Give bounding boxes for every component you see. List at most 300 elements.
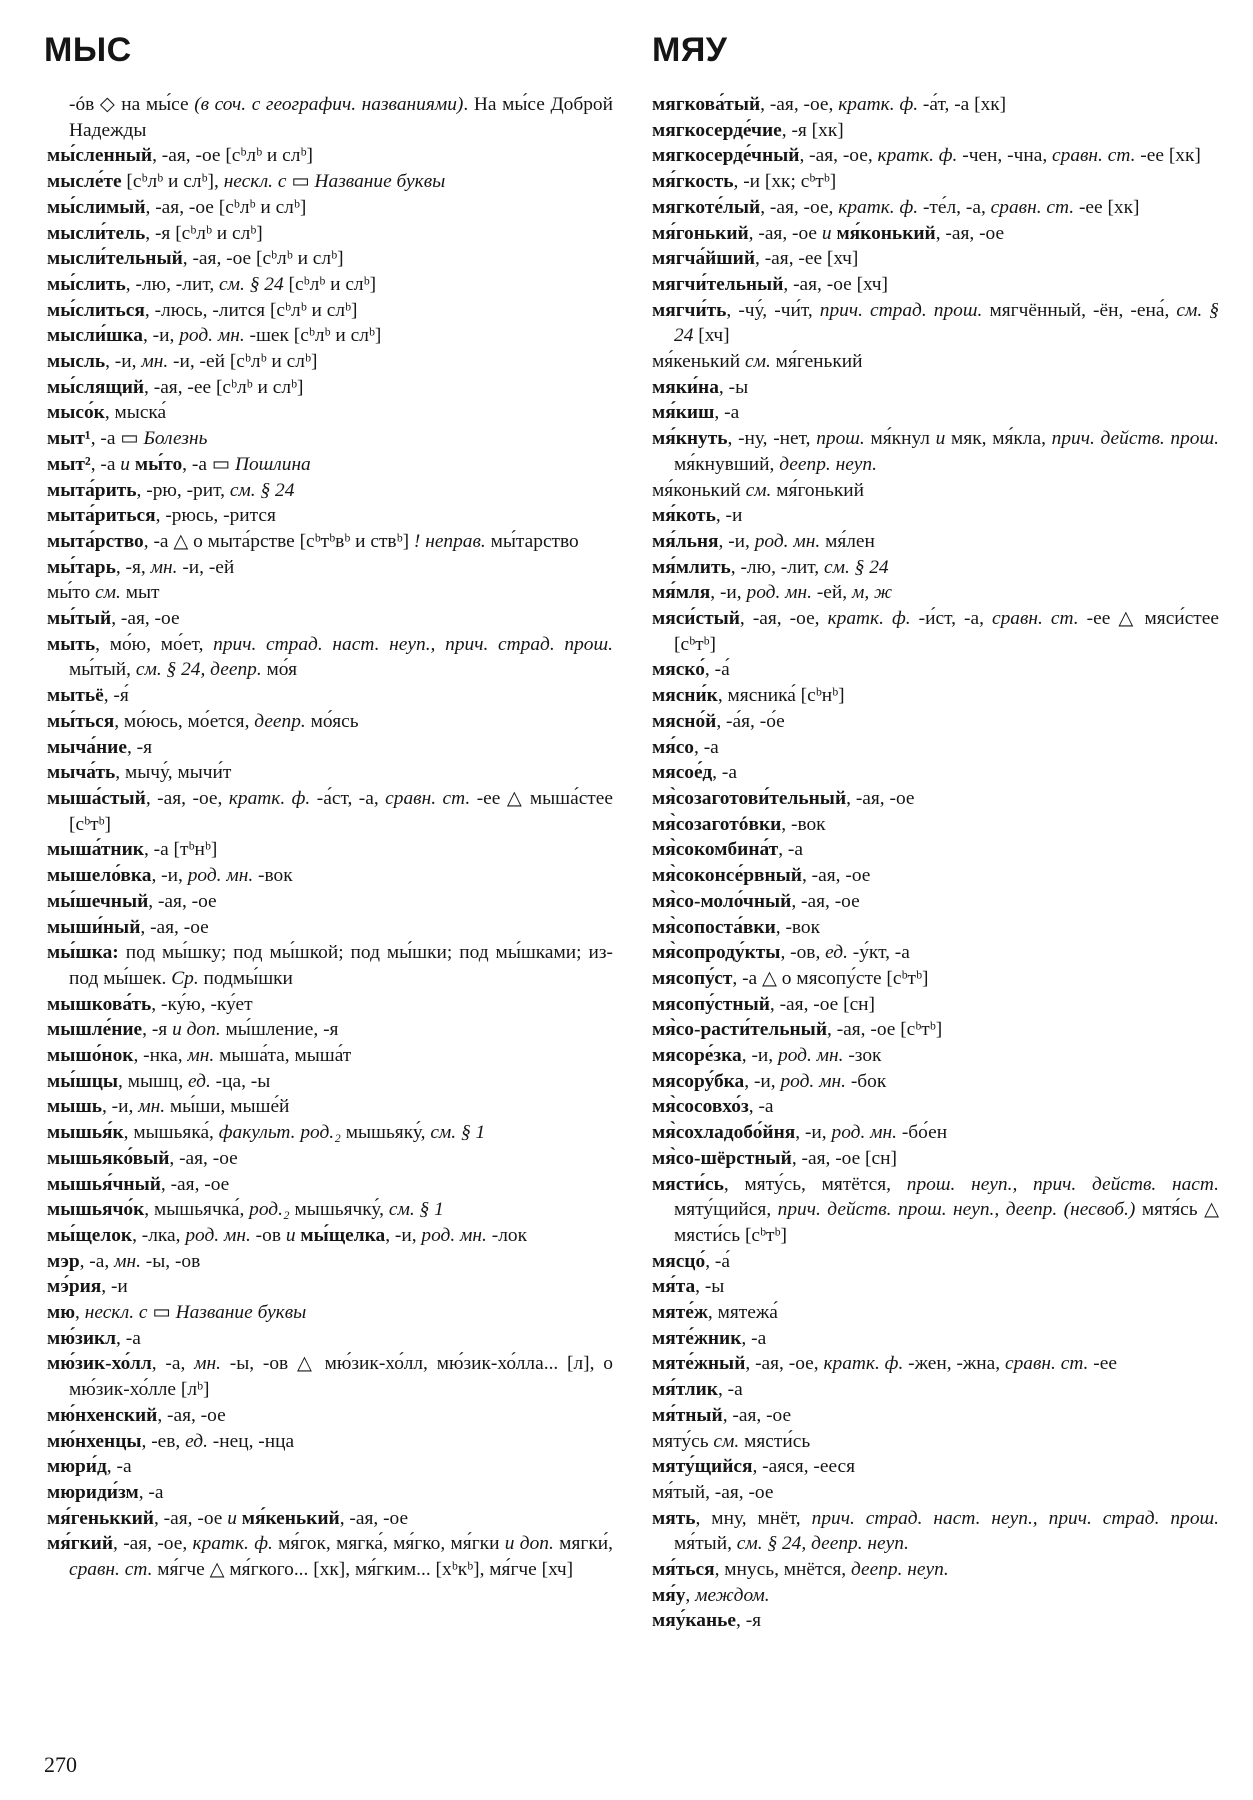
entry-text: , мну, мнёт, [695,1507,812,1529]
entry-headword: мя́гкий [47,1533,114,1555]
page-number: 270 [44,1752,77,1777]
entry-text: мыт [120,582,160,604]
entry-text: , -ая, -ое [748,222,822,244]
entry-headword: мытьё [47,685,104,707]
entry-text: , -а [90,453,121,475]
entry-text: , -ая, -ое, [113,1533,193,1555]
dictionary-entry [652,555,1219,581]
entry-headword: мя̀сохладобо́йня [652,1122,796,1144]
dictionary-entry [652,915,1219,941]
dictionary-entry [47,683,613,709]
dictionary-entry [47,143,613,169]
entry-text: [сᵇлᵇ и слᵇ] [283,273,377,295]
entry-text: , -а ▭ [90,428,144,450]
dictionary-entry [652,683,1219,709]
entry-label: см. [744,351,771,373]
entry-text: -ы, -ов △ мю́зик-хо́лл, мю́зик-хо́лла... [л], о мю́зик-хо́лле [лᵇ] [69,1353,613,1401]
entry-headword: мыта́риться [47,505,156,527]
dictionary-entry [47,195,613,221]
entry-headword: мысли́тельный [47,248,183,270]
entry-text: , -ну, -нет, [727,428,817,450]
entry-headword: мягкосерде́чный [652,145,800,167]
entry-text: мо́ясь [305,710,359,732]
entry-text: -нец, -нца [207,1430,295,1452]
entry-text: , -а △ о мясопу́сте [сᵇтᵇ] [732,967,929,989]
entry-text: , -ая, -ое [сᵇлᵇ и слᵇ] [145,196,307,218]
entry-text: , -ая, -ое, [145,787,229,809]
dictionary-entry [652,1017,1219,1043]
entry-headword: мя́гкость [652,171,734,193]
entry-headword: мяте́жный [652,1353,746,1375]
entry-text: -а́т, -а [хк] [918,94,1007,115]
entry-text: , -и, [741,1045,778,1067]
dictionary-entry [652,1120,1219,1146]
entry-text: , [75,1302,85,1324]
dictionary-entry [652,1172,1219,1249]
entry-headword: мяси́стый [652,608,740,630]
entry-text: -зок [843,1045,882,1067]
entry-text: мя́кнувший, [674,453,780,475]
left-column [47,92,613,1583]
entry-headword: мя́та [652,1276,696,1298]
entry-text: мя́гонький [771,479,865,501]
entry-text: ᵇл [240,145,257,167]
entry-label: ед. [825,942,848,964]
entry-text: , -а [116,1327,141,1349]
entry-headword: мышле́ние [47,1019,143,1041]
entry-headword: мя̀созаготóвки [652,813,782,835]
entry-headword: мысль [47,351,106,373]
dictionary-entry [47,246,613,272]
dictionary-entry [47,1300,613,1326]
entry-text: подмы́шки [198,967,293,989]
entry-text: -лок [486,1224,528,1246]
entry-label: род. мн. [778,1045,844,1067]
entry-headword: мыта́рство [47,530,144,552]
entry-text: [сᵇлᵇ и слᵇ], [121,171,224,193]
dictionary-entry [652,786,1219,812]
entry-headword: мяте́ж [652,1302,708,1324]
entry-label: и [227,1507,237,1529]
entry-text: , -рюсь, -рится [155,505,276,527]
entry-text: , -вок [775,916,821,938]
entry-text: , -вок [781,813,826,835]
dictionary-entry [47,298,613,324]
entry-text: мы́тый, [69,659,136,681]
entry-label: и [285,1224,296,1246]
entry-text: , -ая, -ое [339,1507,409,1529]
dictionary-entry [47,1531,613,1582]
entry-text: , мышьяка́, [123,1122,219,1144]
entry-headword: мысли́шка [47,325,143,347]
entry-headword: мысле́те [47,171,122,193]
entry-headword: мыча́ть [47,762,116,784]
dictionary-entry [47,169,613,195]
entry-text: ᵇ] [300,145,313,167]
entry-headword: мя̀сопоста́вки [652,916,776,938]
dictionary-entry [47,709,613,735]
entry-headword: мя́геньккий [47,1507,154,1529]
dictionary-entry [652,992,1219,1018]
dictionary-entry [47,503,613,529]
entry-label: кратк. ф. [838,94,919,115]
dictionary-entry [652,657,1219,683]
dictionary-entry [47,1223,613,1249]
entry-text: , -а [106,1456,132,1478]
entry-headword: мя́льня [652,530,719,552]
entry-headword: мясно́й [652,710,717,732]
entry-text: , -ая, -ое [160,1173,230,1195]
entry-label: см. § 24, деепр. неуп. [736,1533,909,1555]
entry-text: , -а △ о мыта́рстве [сᵇтᵇвᵇ и ствᵇ] [143,530,414,552]
dictionary-entry [652,1300,1219,1326]
entry-text: мышьяку́, [340,1122,431,1144]
entry-text: -ов [250,1224,286,1246]
dictionary-entry [652,966,1219,992]
entry-text: , -и [715,505,743,527]
entry-label: мн. [141,351,169,373]
dictionary-entry [47,323,613,349]
entry-label: см. § 1 [388,1199,444,1221]
entry-text: -ее [1088,1353,1117,1375]
entry-text: , -ов, [780,942,826,964]
entry-label: ! неправ. [413,530,486,552]
dictionary-entry [47,272,613,298]
left-running-head: МЫС [44,31,132,69]
entry-text: мы́тарство [485,530,579,552]
entry-label: м, ж [851,582,893,604]
dictionary-entry [652,1454,1219,1480]
dictionary-entry [652,709,1219,735]
dictionary-entry [47,426,613,452]
entry-text: , -нка, [133,1045,188,1067]
entry-text: , -ая, -ое [140,916,209,938]
entry-text: , мышьячка́, [144,1199,250,1221]
entry-headword: мясцо́ [652,1250,706,1272]
entry-headword: мышья́чный [47,1173,161,1195]
entry-text: -ее △ мяси́стее [сᵇтᵇ] [674,608,1219,655]
dictionary-entry [47,992,613,1018]
dictionary-entry [652,940,1219,966]
entry-text: ᵇ и сл [256,145,301,167]
entry-label: сравн. ст. [1052,145,1136,167]
entry-label: кратк. ф. [823,1353,904,1375]
entry-text: , -ку́ю, -ку́ет [151,993,253,1015]
entry-label: и доп. [504,1533,554,1555]
entry-label: род. мн. [421,1224,487,1246]
dictionary-entry [47,349,613,375]
entry-label: см. [745,479,772,501]
entry-headword: мя̀сосовхо́з [652,1096,749,1118]
entry-headword: мясое́д [652,762,713,784]
entry-headword: мягкоте́лый [652,196,761,218]
entry-label: сравн. ст. [1004,1353,1089,1375]
dictionary-entry [652,580,1219,606]
entry-text: , мо́юсь, мо́ется, [114,710,255,732]
entry-headword: мясоре́зка [652,1045,742,1067]
entry-label: сравн. ст. [69,1559,153,1581]
dictionary-entry [47,1146,613,1172]
entry-headword: мя́конький [836,222,936,244]
entry-text: , -ая, -ое, [745,1353,824,1375]
dictionary-entry [47,478,613,504]
entry-text: , -ая, -ое [153,1507,228,1529]
entry-text: , -а́я, -о́е [716,710,785,732]
entry-label: род. мн. [746,582,812,604]
dictionary-entry [47,221,613,247]
dictionary-entry [652,478,1219,504]
entry-label: см. § 24 [674,299,1219,347]
entry-text: , -а [741,1327,767,1349]
dictionary-entry [652,195,1219,221]
dictionary-entry [652,606,1219,657]
dictionary-entry [652,118,1219,144]
entry-text: , -а ▭ [182,453,235,475]
dictionary-entry [652,426,1219,477]
dictionary-entry [47,632,613,683]
dictionary-entry [652,837,1219,863]
entry-text: , -а [138,1481,164,1503]
entry-text: -вок [253,865,293,887]
entry-label: и [821,222,832,244]
entry-label: кратк. ф. [877,145,958,167]
entry-headword: мы́слящий [47,376,145,398]
entry-text: мо́я [261,659,298,681]
entry-headword: мысо́к [47,402,105,424]
entry-headword: мыша́тник [47,839,144,861]
entry-text: , -ая, -ое [801,865,871,887]
entry-text: -у́кт, -а [847,942,910,964]
entry-label: мн. [194,1353,221,1375]
dictionary-entry [47,1120,613,1146]
right-running-head: МЯУ [652,31,728,69]
entry-text: , -ая, -ое, [739,608,828,630]
dictionary-entry [652,1429,1219,1455]
entry-headword: мышь [47,1096,102,1118]
entry-text: мя́тый, [674,1533,737,1555]
entry-text: , -и, [105,351,142,373]
entry-label: и доп. [172,1019,221,1041]
entry-headword: мыт² [47,453,91,475]
entry-headword: мясору́бка [652,1070,745,1092]
entry-headword: мю [47,1302,76,1324]
entry-text: мыша́та, мыша́т [214,1045,352,1067]
entry-headword: мя́у [652,1584,686,1606]
entry-label: род. мн. [187,865,254,887]
entry-label: деепр. неуп. [779,453,877,475]
entry-text: , -и [101,1276,128,1298]
dictionary-entry [47,1326,613,1352]
dictionary-entry [47,452,613,478]
entry-text: , -я [736,1610,762,1632]
entry-text: -чен, -чна, [957,145,1053,167]
entry-label: деепр. неуп. [850,1559,949,1581]
entry-text: -óв ◇ на мы́се [69,94,195,115]
entry-headword: мя̀созаготови́тельный [652,787,847,809]
entry-text: , -а [714,402,740,424]
entry-headword: мягкосерде́чие [652,119,782,141]
dictionary-entry [47,940,613,991]
entry-headword: мюриди́зм [47,1481,139,1503]
entry-text: , -лю, -лит, [730,556,824,578]
entry-text: мя́гче △ мя́гкого... [хк], мя́гким... [хᵇкᵇ], мя́гче [хч] [152,1559,574,1581]
entry-text: , -ая, -ое [сн] [769,993,876,1015]
entry-text: , -ая, -ее [сᵇлᵇ и слᵇ] [144,376,304,398]
entry-text: мя́конький [652,479,746,501]
entry-text: мягки́, [553,1533,613,1555]
entry-headword: мышо́нок [47,1045,134,1067]
entry-headword: мя́ться [652,1559,715,1581]
entry-headword: мяту́щийся [652,1456,753,1478]
entry-headword: мяу́канье [652,1610,737,1632]
entry-headword: мя̀со-шёрстный [652,1147,792,1169]
entry-text: , -ая, -ое [с [152,145,241,167]
entry-label: Название буквы [314,171,446,193]
entry-text: , -я, [115,556,151,578]
entry-label: прич. действ. прош. неуп., деепр. (несвоб.) [777,1199,1136,1221]
entry-text: -те́л, -а, [918,196,991,218]
entry-label: и [935,428,946,450]
entry-label: прич. страд. прош. [819,299,983,321]
entry-label: нескл. с [84,1302,148,1324]
entry-label: кратк. ф. [827,608,911,630]
entry-headword: мы́шка: [47,942,119,964]
entry-text: , -ая, -ое [148,890,217,912]
entry-text: -бок [845,1070,887,1092]
entry-label: род. мн. [831,1122,897,1144]
entry-label: факульт. род.₂ [218,1122,341,1144]
dictionary-entry [47,735,613,761]
entry-label: см. [713,1430,740,1452]
entry-headword: мыта́рить [47,479,137,501]
entry-text: , мнусь, мнётся, [714,1559,851,1581]
entry-text: . На мы́се Доброй Надежды [69,94,613,141]
entry-text: мяту́сь [652,1430,714,1452]
dictionary-entry [652,349,1219,375]
entry-text: , мычу́, мычи́т [115,762,232,784]
entry-headword: мя̀соконсе́рвный [652,865,802,887]
entry-label: нескл. с [223,171,287,193]
entry-text: , -и [хк; сᵇтᵇ] [733,171,837,193]
entry-text: -и́ст, -а, [910,608,992,630]
entry-headword: мы́шцы [47,1070,119,1092]
dictionary-entry [652,1557,1219,1583]
dictionary-entry [47,915,613,941]
entry-text: -ее △ мыша́стее [сᵇтᵇ] [69,787,613,835]
dictionary-entry [47,837,613,863]
entry-label: деепр. [254,710,306,732]
dictionary-entry [652,1583,1219,1609]
entry-headword: мясни́к [652,685,718,707]
entry-text: , -ая, -ое [157,1404,226,1426]
entry-headword: мя̀сокомбина́т [652,839,779,861]
entry-headword: мышкова́ть [47,993,152,1015]
entry-text: , -ы [718,376,749,398]
dictionary-entry [652,1608,1219,1634]
dictionary-entry [652,1377,1219,1403]
entry-headword: мэ́рия [47,1276,102,1298]
entry-text: , -лю, -лит, [125,273,220,295]
entry-headword: мягкова́тый [652,94,761,115]
entry-text: , -люсь, -лится [сᵇлᵇ и слᵇ] [144,299,358,321]
entry-label: см. § 24 [229,479,295,501]
entry-text: мя́генький [770,351,863,373]
dictionary-entry [652,1069,1219,1095]
entry-label: см. § 24, деепр. [135,659,262,681]
entry-headword: мы́сленный [47,145,153,167]
entry-text: , -ая, -ое [хч] [783,273,888,295]
dictionary-entry [652,1506,1219,1557]
entry-headword: мы́слимый [47,196,146,218]
entry-text: , -я [126,736,153,758]
entry-text: , -а, [79,1250,115,1272]
dictionary-entry [47,889,613,915]
entry-text: , -лка, [132,1224,186,1246]
entry-text: , -ая, -ее [хч] [755,248,859,270]
entry-label: кратк. ф. [838,196,919,218]
entry-text: , мо́ю, мо́ет, [95,633,214,655]
entry-text: , -ая, -ое [169,1147,238,1169]
entry-text: мя́гок, мягка́, мя́гко, мя́гки [272,1533,505,1555]
entry-headword: мы́шечный [47,890,149,912]
entry-headword: мю́нхенский [47,1404,158,1426]
entry-text: , -чу́, -чи́т, [726,299,820,321]
entry-label: Болезнь [143,428,208,450]
entry-headword: мыть [47,633,96,655]
entry-label: см. § 24 [219,273,284,295]
entry-label: мн. [114,1250,141,1272]
entry-headword: мышьячо́к [47,1199,145,1221]
dictionary-entry [47,1454,613,1480]
dictionary-entry [47,1094,613,1120]
entry-headword: мягча́йший [652,248,756,270]
entry-label: прош. неуп., прич. действ. наст. [906,1173,1219,1195]
entry-label: прич. страд. наст. неуп., прич. страд. прош. [213,633,613,655]
entry-headword: мышья́к [47,1122,124,1144]
entry-headword: мясопу́ст [652,967,733,989]
entry-headword: мясти́сь [652,1173,724,1195]
entry-text: , -ая, -ое, [799,145,878,167]
entry-headword: мы́слиться [47,299,145,321]
dictionary-entry [652,503,1219,529]
right-column [652,92,1219,1634]
entry-headword: мы́тарь [47,556,116,578]
dictionary-entry [47,1274,613,1300]
entry-text: , -ы [695,1276,725,1298]
entry-label: междом. [695,1584,770,1606]
entry-headword: мюри́д [47,1456,107,1478]
dictionary-entry [47,1429,613,1455]
entry-text: , -и, [101,1096,139,1118]
entry-text: , мятежа́ [707,1302,778,1324]
dictionary-entry [47,1480,613,1506]
entry-headword: мяте́жник [652,1327,742,1349]
entry-text: , -и, [385,1224,422,1246]
dictionary-entry [47,1043,613,1069]
entry-text: , -а [712,762,737,784]
dictionary-entry [652,863,1219,889]
entry-text: , -аяся, -ееся [752,1456,856,1478]
entry-headword: мя́киш [652,402,715,424]
entry-headword: мя́мля [652,582,711,604]
entry-label: см. [95,582,121,604]
entry-label: (в соч. с географич. названиями) [194,94,464,115]
entry-text: , -а [694,736,719,758]
dictionary-entry [652,889,1219,915]
entry-text: , [685,1584,696,1606]
entry-headword: мыша́стый [47,787,146,809]
entry-text: -бо́ен [896,1122,948,1144]
